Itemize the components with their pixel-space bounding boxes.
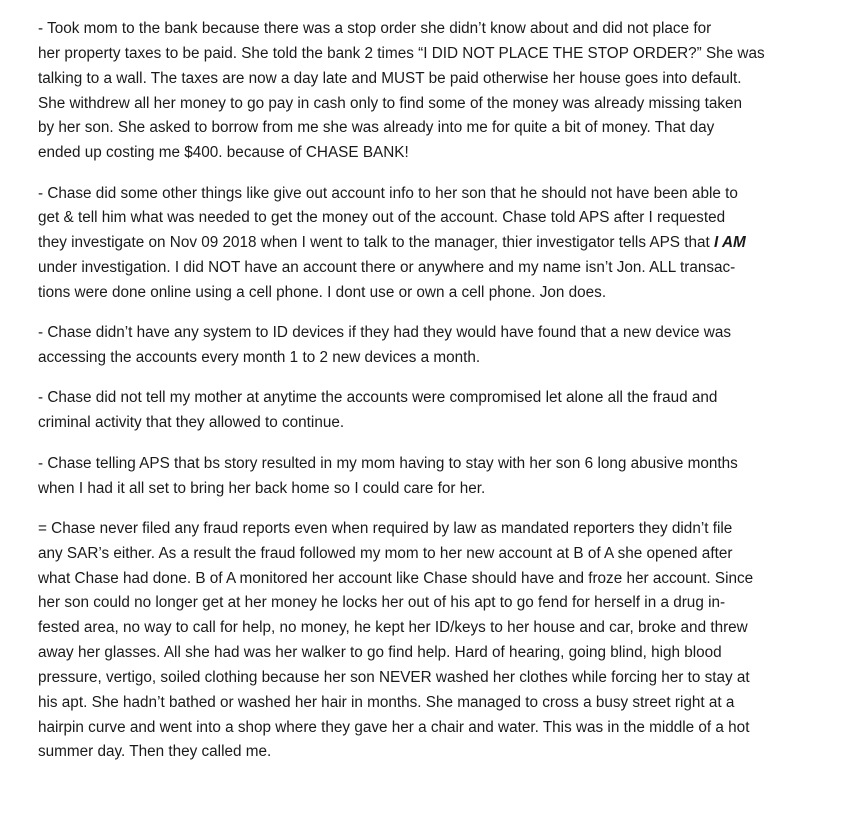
text-line: under investigation. I did NOT have an account there or anywhere and my name isn’t Jon. ALL transac- <box>38 259 736 277</box>
text-line: get & tell him what was needed to get the money out of the account. Chase told APS after I requested <box>38 209 726 227</box>
text-line: criminal activity that they allowed to continue. <box>38 414 345 432</box>
paragraph-compromised-accounts <box>38 386 828 436</box>
text-line: by her son. She asked to borrow from me she was already into me for quite a bit of money. That day <box>38 119 715 137</box>
text-line: when I had it all set to bring her back home so I could care for her. <box>38 479 486 497</box>
text-line: She withdrew all her money to go pay in cash only to find some of the money was already missing taken <box>38 94 743 112</box>
text-line: fested area, no way to call for help, no money, he kept her ID/keys to her house and car, broke and threw <box>38 619 748 637</box>
paragraph-account-info <box>38 182 828 306</box>
text-line: - Chase didn’t have any system to ID devices if they had they would have found that a new device was <box>38 324 731 342</box>
document-body <box>38 17 828 781</box>
text-line: = Chase never filed any fraud reports even when required by law as mandated reporters they didn’t file <box>38 519 733 537</box>
text-fragment: they investigate on Nov 09 2018 when I went to talk to the manager, thier investigator tells APS that <box>38 234 715 252</box>
text-line: pressure, vertigo, soiled clothing because her son NEVER washed her clothes while forcing her to stay at <box>38 668 750 686</box>
text-line: his apt. She hadn’t bathed or washed her hair in months. She managed to cross a busy street right at a <box>38 693 735 711</box>
paragraph-aps-story <box>38 452 828 502</box>
text-line: away her glasses. All she had was her walker to go find help. Hard of hearing, going blind, high blood <box>38 644 722 662</box>
emphasis-text: I AM <box>714 234 746 252</box>
text-line: - Chase telling APS that bs story resulted in my mom having to stay with her son 6 long abusive months <box>38 454 738 472</box>
paragraph-device-id <box>38 321 828 371</box>
text-line: accessing the accounts every month 1 to 2 new devices a month. <box>38 349 481 367</box>
text-line: ended up costing me $400. because of CHASE BANK! <box>38 144 409 162</box>
paragraph-stop-order <box>38 17 828 166</box>
paragraph-fraud-reports <box>38 517 828 765</box>
text-line: - Took mom to the bank because there was a stop order she didn’t know about and did not place for <box>38 20 712 37</box>
text-line: - Chase did not tell my mother at anytime the accounts were compromised let alone all the fraud and <box>38 389 718 407</box>
text-line: her son could no longer get at her money he locks her out of his apt to go fend for herself in a drug in- <box>38 594 726 612</box>
text-line: her property taxes to be paid. She told the bank 2 times “I DID NOT PLACE THE STOP ORDER?” She was <box>38 44 765 62</box>
text-line-with-emphasis <box>38 231 828 256</box>
text-line: talking to a wall. The taxes are now a day late and MUST be paid otherwise her house goes into default. <box>38 69 742 87</box>
text-line: hairpin curve and went into a shop where they gave her a chair and water. This was in the middle of a hot <box>38 718 750 736</box>
text-line: tions were done online using a cell phone. I dont use or own a cell phone. Jon does. <box>38 283 607 301</box>
text-line: - Chase did some other things like give out account info to her son that he should not have been able to <box>38 184 738 202</box>
text-line: summer day. Then they called me. <box>38 743 272 761</box>
text-line: any SAR’s either. As a result the fraud followed my mom to her new account at B of A she opened after <box>38 544 733 562</box>
text-line: what Chase had done. B of A monitored her account like Chase should have and froze her account. Since <box>38 569 754 587</box>
